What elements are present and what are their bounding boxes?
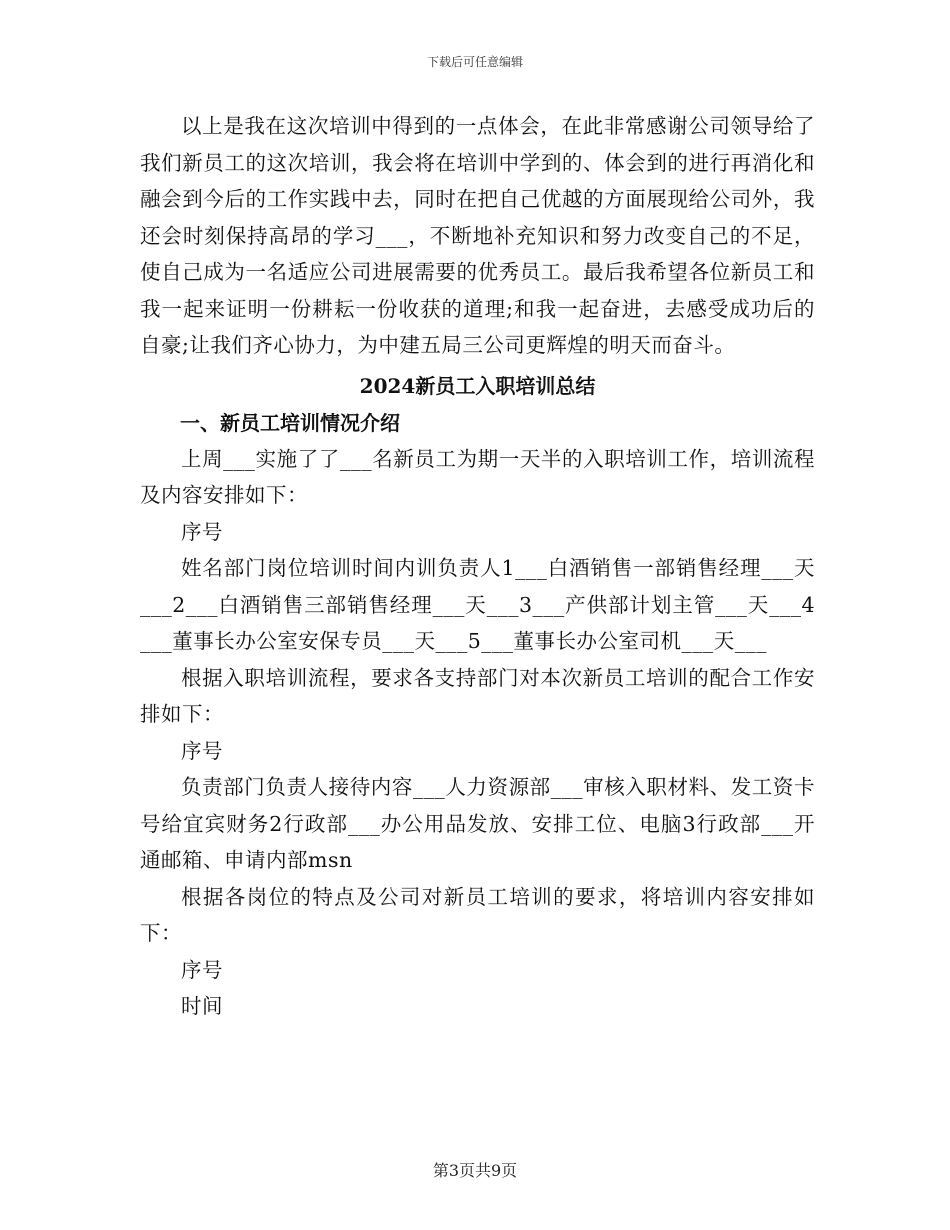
- section-heading: 一、新员工培训情况介绍: [180, 410, 400, 435]
- document-title: 2024新员工入职培训总结: [359, 373, 596, 398]
- paragraph-serial-label: 序号: [181, 519, 223, 544]
- paragraph-support-table: 负责部门负责人接待内容___人力资源部___审核入职材料、发工资卡号给宜宾财务2行政部___办公用品发放、安排工位、电脑3行政部___开通邮箱、申请内部msn: [140, 775, 815, 872]
- page-header-note: 下载后可任意编辑: [426, 55, 523, 69]
- document-body: [140, 108, 815, 1025]
- paragraph-serial-label: 序号: [181, 738, 223, 763]
- paragraph-training-intro: 上周___实施了了___名新员工为期一天半的入职培训工作，培训流程及内容安排如下：: [140, 446, 815, 507]
- paragraph-support-intro: 根据入职培训流程，要求各支持部门对本次新员工培训的配合工作安排如下：: [140, 665, 815, 726]
- paragraph-content-intro: 根据各岗位的特点及公司对新员工培训的要求，将培训内容安排如下：: [140, 884, 815, 945]
- paragraph-trainee-table: 姓名部门岗位培训时间内训负责人1___白酒销售一部销售经理___天___2___白酒销售三部销售经理___天___3___产供部计划主管___天___4___董事长办公室安保专员___天___5___董事长办公室司机___天___: [140, 556, 815, 653]
- paragraph-serial-label: 序号: [181, 957, 223, 982]
- page-number-footer: 第3页共9页: [432, 1161, 518, 1180]
- paragraph-closing-remarks: 以上是我在这次培训中得到的一点体会，在此非常感谢公司领导给了我们新员工的这次培训，我会将在培训中学到的、体会到的进行再消化和融会到今后的工作实践中去，同时在把自己优越的方面展现给公司外，我还会时刻保持高昂的学习___，不断地补充知识和努力改变自己的不足，使自己成为一名适应公司进展需要的优秀员工。最后我希望各位新员工和我一起来证明一份耕耘一份收获的道理;和我一起奋进，去感受成功后的自豪;让我们齐心协力，为中建五局三公司更辉煌的明天而奋斗。: [140, 114, 815, 357]
- paragraph-time-label: 时间: [181, 994, 223, 1018]
